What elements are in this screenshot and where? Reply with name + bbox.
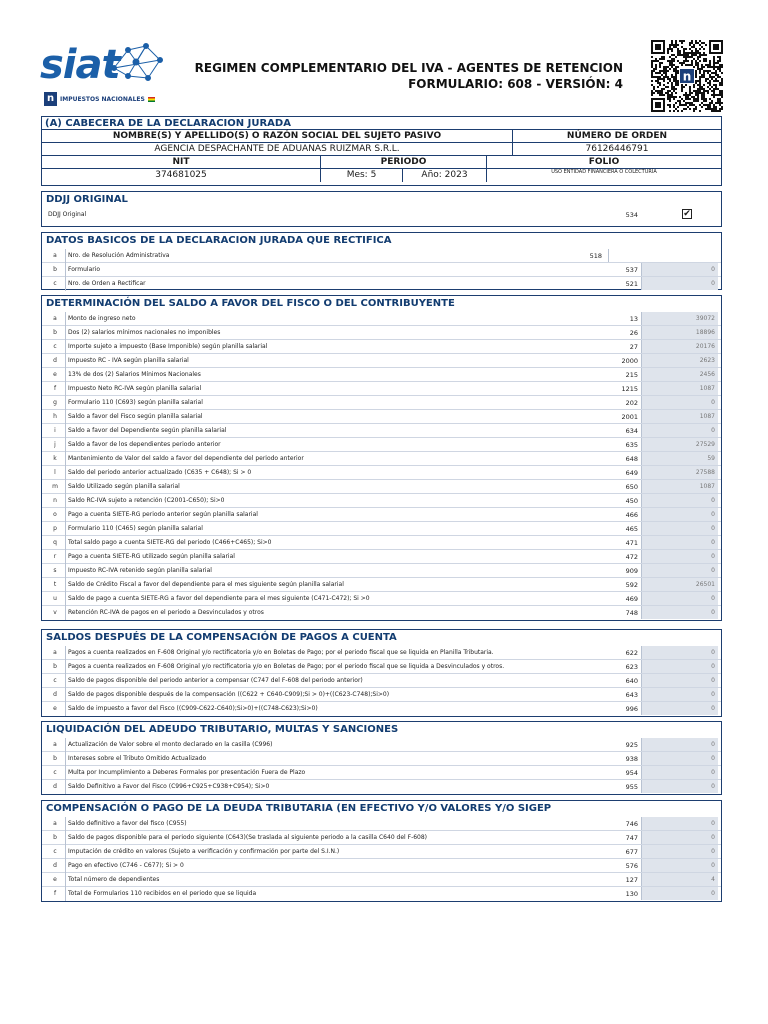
section-liquidacion [41,721,722,795]
row-value-field[interactable]: 0 [641,646,718,659]
row-description: Saldo definitivo a favor del fisco (C955) [65,817,632,831]
table-row [42,494,721,508]
row-letter: d [53,783,57,790]
row-letter: f [53,385,57,392]
row-letter: c [53,848,57,855]
liquidacion-title: LIQUIDACIÓN DEL ADEUDO TRIBUTARIO, MULTAS Y SANCIONES [46,724,399,735]
row-letter: d [53,357,57,364]
table-row [42,831,721,845]
row-value-field[interactable]: 0 [641,263,718,276]
determinacion-rows [42,312,721,620]
row-value-field[interactable]: 0 [641,660,718,673]
row-code: 909 [625,567,638,575]
row-letter: d [53,862,57,869]
table-row [42,508,721,522]
ddjj-label: DDJJ Original [48,211,87,218]
row-code: 747 [625,834,638,842]
row-value-field[interactable]: 0 [641,780,718,793]
section-a-cabecera [41,116,722,186]
table-row [42,263,721,277]
row-value-field[interactable]: 0 [641,766,718,779]
row-description: Impuesto Neto RC-IVA según planilla salarial [65,382,632,396]
row-letter: o [53,511,57,518]
row-description: Saldo Utilizado según planilla salarial [65,480,632,494]
table-row [42,382,721,396]
row-value-field[interactable]: 4 [641,873,718,886]
row-description: Saldo a favor del Fisco según planilla salarial [65,410,632,424]
row-code: 635 [625,441,638,449]
row-letter: a [53,315,57,322]
table-row [42,277,721,291]
row-description: Pago en efectivo (C746 - C677); Si > 0 [65,859,632,873]
nit-value: 374681025 [155,170,207,180]
datos-basicos-title: DATOS BASICOS DE LA DECLARACION JURADA QUE RECTIFICA [46,235,392,246]
row-code: 592 [625,581,638,589]
row-code: 996 [625,705,638,713]
row-letter: t [53,581,57,588]
row-code: 746 [625,820,638,828]
row-value-field[interactable]: 59 [641,452,718,465]
row-description: Monto de ingreso neto [65,312,632,326]
row-description: Pago a cuenta SIETE-RG utilizado según planilla salarial [65,550,632,564]
row-letter: q [53,539,57,546]
row-letter: m [52,483,58,490]
row-code: 27 [629,343,638,351]
row-value-field[interactable]: 0 [641,424,718,437]
bolivia-flag-icon [148,97,155,102]
form-title-line2: FORMULARIO: 608 - VERSIÓN: 4 [408,77,623,91]
row-description: Total número de dependientes [65,873,632,887]
table-row [42,845,721,859]
row-code: 471 [625,539,638,547]
row-description: Total saldo pago a cuenta SIETE-RG del periodo (C466+C465); Si>0 [65,536,632,550]
row-description: Nro. de Orden a Rectificar [65,277,632,291]
row-letter: c [53,677,57,684]
row-description: Total de Formularios 110 recibidos en el periodo que se liquida [65,887,632,901]
row-value-field[interactable]: 0 [641,508,718,521]
row-description: Nro. de Resolución Administrativa [65,249,632,263]
row-description: Saldo de pagos disponible para el periodo siguiente (C643)(Se traslada al siguiente periodo a la casilla C640 del F-608) [65,831,632,845]
table-row [42,396,721,410]
period-label: PERIODO [320,156,486,169]
row-code: 466 [625,511,638,519]
row-letter: c [53,769,57,776]
row-letter: p [53,525,57,532]
row-code: 450 [625,497,638,505]
table-row [42,660,721,674]
row-letter: l [54,469,56,476]
section-ddjj-original [41,191,722,227]
row-description: Saldo de Crédito Fiscal a favor del dependiente para el mes siguiente según planilla salarial [65,578,632,592]
table-row [42,340,721,354]
row-value-field[interactable]: 0 [641,887,718,900]
row-code: 202 [625,399,638,407]
row-description: Saldo RC-IVA sujeto a retención (C2001-C650); Si>0 [65,494,632,508]
row-letter: b [53,663,57,670]
row-description: Multa por Incumplimiento a Deberes Formales por presentación Fuera de Plazo [65,766,632,780]
row-letter: b [53,329,57,336]
row-code: 677 [625,848,638,856]
qr-code-icon[interactable] [651,40,723,112]
table-row [42,702,721,716]
row-value-field[interactable]: 20176 [641,340,718,353]
row-code: 127 [625,876,638,884]
row-description: Pago a cuenta SIETE-RG periodo anterior según planilla salarial [65,508,632,522]
row-value-field[interactable] [608,249,718,262]
row-code: 938 [625,755,638,763]
row-letter: k [53,455,57,462]
row-description: Mantenimiento de Valor del saldo a favor del dependiente del periodo anterior [65,452,632,466]
row-description: Pagos a cuenta realizados en F-608 Original y/o rectificatoria y/o en Boletas de Pago; por el periodo fiscal que se liquida a Desvinculados y otros. [65,660,632,674]
row-code: 1215 [621,385,638,393]
row-value-field[interactable]: 0 [641,522,718,535]
row-description: 13% de dos (2) Salarios Mínimos Nacionales [65,368,632,382]
table-row [42,674,721,688]
table-row [42,766,721,780]
determinacion-title: DETERMINACIÓN DEL SALDO A FAVOR DEL FISCO O DEL CONTRIBUYENTE [46,298,455,309]
section-saldos [41,629,722,717]
impuestos-badge-icon: n [44,92,57,106]
row-value-field[interactable]: 0 [641,752,718,765]
row-letter: n [53,497,57,504]
table-row [42,606,721,620]
row-description: Actualización de Valor sobre el monto declarado en la casilla (C996) [65,738,632,752]
table-row [42,452,721,466]
row-code: 622 [625,649,638,657]
row-letter: e [53,371,57,378]
row-letter: s [53,567,57,574]
row-value-field[interactable]: 0 [641,396,718,409]
table-row [42,578,721,592]
row-code: 643 [625,691,638,699]
row-value-field[interactable]: 0 [641,831,718,844]
saldos-rows [42,646,721,716]
row-letter: h [53,413,57,420]
row-letter: b [53,266,57,273]
table-row [42,424,721,438]
table-row [42,859,721,873]
qr-center-badge: n [682,69,692,84]
table-row [42,688,721,702]
row-letter: v [53,609,57,616]
row-code: 576 [625,862,638,870]
row-code: 215 [625,371,638,379]
row-code: 634 [625,427,638,435]
row-value-field[interactable]: 0 [641,817,718,830]
logo-wordmark: siat [40,42,120,88]
table-row [42,550,721,564]
a-header-row-2 [42,156,721,169]
name-value: AGENCIA DESPACHANTE DE ADUANAS RUIZMAR S.R.L. [154,144,400,154]
row-code: 648 [625,455,638,463]
table-row [42,249,721,263]
row-description: Formulario 110 (C693) según planilla salarial [65,396,632,410]
row-description: Formulario 110 (C465) según planilla salarial [65,522,632,536]
row-value-field[interactable]: 1087 [641,382,718,395]
row-description: Retención RC-IVA de pagos en el periodo a Desvinculados y otros [65,606,632,620]
row-code: 640 [625,677,638,685]
row-description: Impuesto RC - IVA según planilla salarial [65,354,632,368]
saldos-title: SALDOS DESPUÉS DE LA COMPENSACIÓN DE PAGOS A CUENTA [46,632,397,643]
row-value-field[interactable]: 0 [641,564,718,577]
ddjj-checkbox[interactable]: ✔ [683,209,691,219]
siat-logo [40,40,170,110]
row-description: Pagos a cuenta realizados en F-608 Original y/o rectificatoria y/o en Boletas de Pago; por el periodo fiscal que se liquida en Planilla Tributaria. [65,646,632,660]
row-value-field[interactable]: 26501 [641,578,718,591]
row-letter: b [53,755,57,762]
logo-subtitle [44,92,155,106]
row-code: 130 [625,890,638,898]
section-determinacion [41,295,722,621]
folio-note: USO ENTIDAD FINANCIERA O COLECTURÍA [486,169,721,182]
table-row [42,536,721,550]
row-code: 649 [625,469,638,477]
table-row [42,410,721,424]
row-value-field[interactable]: 0 [641,536,718,549]
row-description: Imputación de crédito en valores (Sujeto a verificación y confirmación por parte del S.I.N.) [65,845,632,859]
row-description: Saldo de pagos disponible del periodo anterior a compensar (C747 del F-608 del periodo anterior) [65,674,632,688]
table-row [42,887,721,901]
row-value-field[interactable]: 0 [641,702,718,715]
table-row [42,312,721,326]
row-letter: c [53,280,57,287]
form-header [0,0,768,115]
row-code: 650 [625,483,638,491]
row-code: 465 [625,525,638,533]
liquidacion-rows [42,738,721,794]
row-value-field[interactable]: 2623 [641,354,718,367]
a-value-row-1 [42,143,721,156]
table-row [42,326,721,340]
period-month: Mes: 5 [320,169,402,182]
ddjj-row [42,208,721,222]
row-letter: a [53,741,57,748]
form-title-line1: REGIMEN COMPLEMENTARIO DEL IVA - AGENTES DE RETENCION [194,61,623,75]
row-code: 955 [625,783,638,791]
row-code: 748 [625,609,638,617]
row-description: Intereses sobre el Tributo Omitido Actualizado [65,752,632,766]
row-description: Saldo Definitivo a Favor del Fisco (C996+C925+C938+C954); Si>0 [65,780,632,794]
row-letter: e [53,876,57,883]
name-label: NOMBRE(S) Y APELLIDO(S) O RAZÓN SOCIAL DEL SUJETO PASIVO [112,131,442,141]
table-row [42,438,721,452]
table-row [42,522,721,536]
row-value-field[interactable]: 0 [641,674,718,687]
form-title [160,60,623,92]
row-letter: j [54,441,56,448]
compensacion-title: COMPENSACIÓN O PAGO DE LA DEUDA TRIBUTARIA (EN EFECTIVO Y/O VALORES Y/O SIGEP [46,803,552,814]
table-row [42,873,721,887]
row-description: Saldo a favor del Dependiente según planilla salarial [65,424,632,438]
section-a-title: (A) CABECERA DE LA DECLARACION JURADA [42,117,721,130]
row-code: 2001 [621,413,638,421]
row-description: Formulario [65,263,632,277]
row-letter: a [53,820,57,827]
logo-subtitle-text: IMPUESTOS NACIONALES [60,95,145,103]
table-row [42,738,721,752]
ddjj-title: DDJJ ORIGINAL [46,194,128,205]
table-row [42,817,721,831]
row-code: 518 [589,252,602,260]
row-code: 925 [625,741,638,749]
table-row [42,592,721,606]
row-letter: u [53,595,57,602]
folio-label: FOLIO [486,156,721,169]
a-value-row-2 [42,169,721,182]
row-description: Saldo de impuesto a favor del Fisco ((C909-C622-C640);Si>0)+((C748-C623);Si>0) [65,702,632,716]
row-value-field[interactable]: 27588 [641,466,718,479]
row-code: 2000 [621,357,638,365]
row-description: Saldo del periodo anterior actualizado (C635 + C648); Si > 0 [65,466,632,480]
datos-basicos-rows [42,249,721,291]
row-value-field[interactable]: 0 [641,592,718,605]
row-code: 537 [625,266,638,274]
row-description: Impuesto RC-IVA retenido según planilla salarial [65,564,632,578]
row-letter: e [53,705,57,712]
table-row [42,752,721,766]
ddjj-code: 534 [625,211,638,219]
row-letter: a [53,252,57,259]
table-row [42,368,721,382]
row-code: 521 [625,280,638,288]
row-letter: f [53,890,57,897]
row-description: Importe sujeto a impuesto (Base Imponible) según planilla salarial [65,340,632,354]
row-value-field[interactable]: 2456 [641,368,718,381]
row-description: Saldo de pago a cuenta SIETE-RG a favor del dependiente para el mes siguiente (C471-C472); Si >0 [65,592,632,606]
table-row [42,646,721,660]
compensacion-rows [42,817,721,901]
row-value-field[interactable]: 0 [641,738,718,751]
row-value-field[interactable]: 18896 [641,326,718,339]
row-code: 26 [629,329,638,337]
row-value-field[interactable]: 0 [641,859,718,872]
row-value-field[interactable]: 0 [641,494,718,507]
row-letter: r [53,553,57,560]
section-compensacion [41,800,722,902]
row-value-field[interactable]: 1087 [641,410,718,423]
row-value-field[interactable]: 0 [641,550,718,563]
row-letter: b [53,834,57,841]
row-description: Saldo a favor de los dependientes periodo anterior [65,438,632,452]
row-code: 13 [629,315,638,323]
nit-label: NIT [172,157,190,167]
row-value-field[interactable]: 39072 [641,312,718,325]
row-value-field[interactable]: 0 [641,845,718,858]
period-year: Año: 2023 [402,169,486,182]
row-value-field[interactable]: 0 [641,606,718,619]
row-code: 954 [625,769,638,777]
row-letter: d [53,691,57,698]
row-letter: a [53,649,57,656]
a-header-row-1 [42,130,721,143]
section-datos-basicos [41,232,722,290]
row-code: 472 [625,553,638,561]
row-description: Saldo de pagos disponible después de la compensación ((C622 + C640-C909);Si > 0)+((C623-C748);Si>0) [65,688,632,702]
row-value-field[interactable]: 27529 [641,438,718,451]
row-code: 623 [625,663,638,671]
table-row [42,780,721,794]
row-letter: c [53,343,57,350]
row-value-field[interactable]: 0 [641,688,718,701]
row-description: Dos (2) salarios mínimos nacionales no imponibles [65,326,632,340]
table-row [42,480,721,494]
row-letter: i [54,427,56,434]
table-row [42,354,721,368]
row-code: 469 [625,595,638,603]
table-row [42,466,721,480]
row-letter: g [53,399,57,406]
table-row [42,564,721,578]
order-value: 76126446791 [512,143,721,156]
row-value-field[interactable]: 0 [641,277,718,290]
row-value-field[interactable]: 1087 [641,480,718,493]
order-label: NÚMERO DE ORDEN [512,130,721,143]
